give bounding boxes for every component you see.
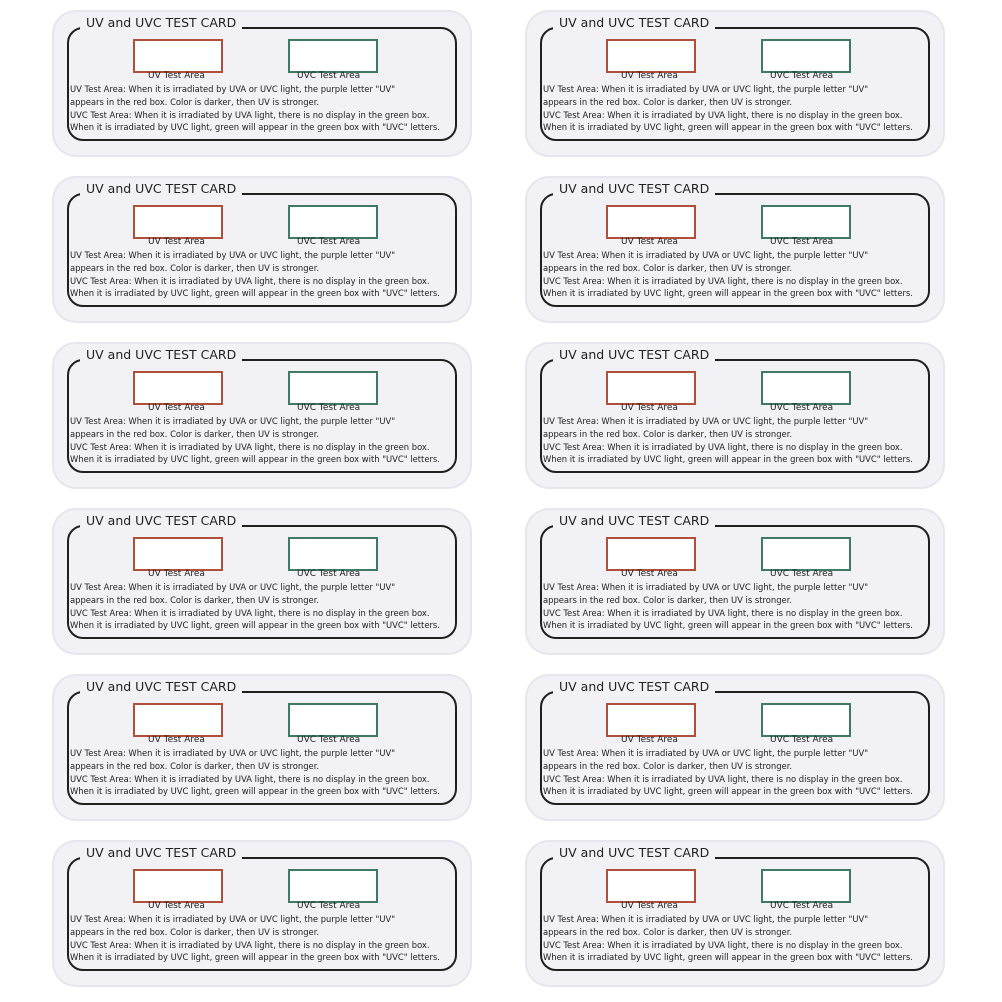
uv-test-card [54,12,470,155]
instruction-line: When it is irradiated by UVC light, green will appear in the green box with "UVC" letters. [543,620,913,631]
uv-test-area-box [133,205,223,239]
instruction-line: appears in the red box. Color is darker, then UV is stronger. [543,262,793,273]
instruction-line: UVC Test Area: When it is irradiated by UVA light, there is no display in the green box. [543,939,903,950]
card-title: UV and UVC TEST CARD [80,15,242,31]
instruction-line: appears in the red box. Color is darker, then UV is stronger. [70,262,320,273]
instruction-line: UV Test Area: When it is irradiated by UVA or UVC light, the purple letter "UV" [70,416,396,426]
card-instructions [70,913,462,964]
card-title: UV and UVC TEST CARD [553,513,715,529]
uv-test-area-label: UV Test Area [148,71,205,81]
instruction-line: appears in the red box. Color is darker, then UV is stronger. [70,96,320,107]
uv-test-area-box [133,869,223,903]
uvc-test-area-box [761,869,851,903]
card-title: UV and UVC TEST CARD [553,15,715,31]
uvc-test-area-label: UVC Test Area [297,569,361,579]
uvc-test-area-box [761,537,851,571]
uvc-test-area-label: UVC Test Area [770,237,834,247]
instruction-line: When it is irradiated by UVC light, green will appear in the green box with "UVC" letters. [70,454,440,465]
uv-test-area-label: UV Test Area [148,237,205,247]
card-instructions [543,581,935,632]
instruction-line: UV Test Area: When it is irradiated by UVA or UVC light, the purple letter "UV" [543,416,869,426]
uvc-test-area-label: UVC Test Area [770,901,834,911]
uvc-test-area-box [288,39,378,73]
instruction-line: When it is irradiated by UVC light, green will appear in the green box with "UVC" letters. [543,786,913,797]
uv-test-card [527,344,943,487]
card-title: UV and UVC TEST CARD [553,679,715,695]
instruction-line: When it is irradiated by UVC light, green will appear in the green box with "UVC" letters. [543,122,913,133]
uv-test-area-box [606,39,696,73]
instruction-line: appears in the red box. Color is darker, then UV is stronger. [70,428,320,439]
card-title: UV and UVC TEST CARD [80,679,242,695]
uvc-test-area-box [761,39,851,73]
card-instructions [543,249,935,300]
uv-test-area-box [606,371,696,405]
instruction-line: UV Test Area: When it is irradiated by UVA or UVC light, the purple letter "UV" [543,914,869,924]
uv-test-area-label: UV Test Area [621,901,678,911]
card-instructions [70,747,462,798]
card-title: UV and UVC TEST CARD [80,845,242,861]
uvc-test-area-label: UVC Test Area [770,569,834,579]
uvc-test-area-box [761,703,851,737]
instruction-line: UVC Test Area: When it is irradiated by UVA light, there is no display in the green box. [543,109,903,120]
instruction-line: UV Test Area: When it is irradiated by UVA or UVC light, the purple letter "UV" [543,582,869,592]
card-title: UV and UVC TEST CARD [553,347,715,363]
instruction-line: appears in the red box. Color is darker, then UV is stronger. [543,96,793,107]
instruction-line: UVC Test Area: When it is irradiated by UVA light, there is no display in the green box. [543,441,903,452]
instruction-line: appears in the red box. Color is darker, then UV is stronger. [543,926,793,937]
card-instructions [70,249,462,300]
uvc-test-area-box [761,205,851,239]
instruction-line: UVC Test Area: When it is irradiated by UVA light, there is no display in the green box. [543,773,903,784]
card-instructions [70,415,462,466]
uv-test-area-label: UV Test Area [621,569,678,579]
instruction-line: UV Test Area: When it is irradiated by UVA or UVC light, the purple letter "UV" [543,84,869,94]
instruction-line: UV Test Area: When it is irradiated by UVA or UVC light, the purple letter "UV" [70,914,396,924]
card-title: UV and UVC TEST CARD [553,845,715,861]
card-title: UV and UVC TEST CARD [553,181,715,197]
uvc-test-area-box [288,371,378,405]
card-instructions [70,83,462,134]
uv-test-card [54,676,470,819]
uvc-test-area-label: UVC Test Area [297,403,361,413]
instruction-line: appears in the red box. Color is darker, then UV is stronger. [70,926,320,937]
uvc-test-area-box [288,205,378,239]
uvc-test-area-box [761,371,851,405]
uvc-test-area-label: UVC Test Area [297,901,361,911]
card-title: UV and UVC TEST CARD [80,513,242,529]
uv-test-area-box [133,39,223,73]
card-instructions [543,747,935,798]
uv-test-card [54,344,470,487]
instruction-line: appears in the red box. Color is darker, then UV is stronger. [70,594,320,605]
uvc-test-area-box [288,703,378,737]
uv-test-area-box [606,869,696,903]
instruction-line: When it is irradiated by UVC light, green will appear in the green box with "UVC" letters. [70,122,440,133]
uvc-test-area-label: UVC Test Area [297,237,361,247]
uv-test-area-box [133,371,223,405]
instruction-line: When it is irradiated by UVC light, green will appear in the green box with "UVC" letters. [543,288,913,299]
instruction-line: appears in the red box. Color is darker, then UV is stronger. [543,760,793,771]
instruction-line: UVC Test Area: When it is irradiated by UVA light, there is no display in the green box. [70,607,430,618]
instruction-line: UV Test Area: When it is irradiated by UVA or UVC light, the purple letter "UV" [543,250,869,260]
card-title: UV and UVC TEST CARD [80,181,242,197]
uv-test-area-box [606,205,696,239]
uvc-test-area-label: UVC Test Area [770,71,834,81]
uv-test-area-label: UV Test Area [148,901,205,911]
uv-test-area-label: UV Test Area [148,735,205,745]
card-instructions [543,83,935,134]
uv-test-area-label: UV Test Area [621,237,678,247]
instruction-line: When it is irradiated by UVC light, green will appear in the green box with "UVC" letters. [70,952,440,963]
uv-test-area-label: UV Test Area [621,403,678,413]
card-title: UV and UVC TEST CARD [80,347,242,363]
uv-test-area-label: UV Test Area [148,403,205,413]
instruction-line: UVC Test Area: When it is irradiated by UVA light, there is no display in the green box. [70,773,430,784]
instruction-line: When it is irradiated by UVC light, green will appear in the green box with "UVC" letters. [70,786,440,797]
instruction-line: UVC Test Area: When it is irradiated by UVA light, there is no display in the green box. [70,275,430,286]
instruction-line: UVC Test Area: When it is irradiated by UVA light, there is no display in the green box. [70,441,430,452]
uv-test-card [527,178,943,321]
instruction-line: When it is irradiated by UVC light, green will appear in the green box with "UVC" letters. [543,952,913,963]
uvc-test-area-label: UVC Test Area [770,735,834,745]
instruction-line: UVC Test Area: When it is irradiated by UVA light, there is no display in the green box. [70,939,430,950]
instruction-line: When it is irradiated by UVC light, green will appear in the green box with "UVC" letters. [543,454,913,465]
uv-test-card [527,842,943,985]
card-instructions [543,415,935,466]
uv-test-card [527,510,943,653]
uv-test-area-box [606,537,696,571]
uv-test-area-label: UV Test Area [621,71,678,81]
uvc-test-area-label: UVC Test Area [297,71,361,81]
uvc-test-area-box [288,537,378,571]
uv-test-card [527,12,943,155]
uv-test-card [54,510,470,653]
uv-test-area-box [133,537,223,571]
uv-test-area-box [133,703,223,737]
uv-test-area-label: UV Test Area [621,735,678,745]
instruction-line: UV Test Area: When it is irradiated by UVA or UVC light, the purple letter "UV" [70,250,396,260]
card-instructions [543,913,935,964]
instruction-line: appears in the red box. Color is darker, then UV is stronger. [70,760,320,771]
uvc-test-area-label: UVC Test Area [770,403,834,413]
instruction-line: When it is irradiated by UVC light, green will appear in the green box with "UVC" letters. [70,288,440,299]
uvc-test-area-label: UVC Test Area [297,735,361,745]
uvc-test-area-box [288,869,378,903]
instruction-line: UVC Test Area: When it is irradiated by UVA light, there is no display in the green box. [543,607,903,618]
uv-test-area-label: UV Test Area [148,569,205,579]
instruction-line: UV Test Area: When it is irradiated by UVA or UVC light, the purple letter "UV" [543,748,869,758]
instruction-line: When it is irradiated by UVC light, green will appear in the green box with "UVC" letters. [70,620,440,631]
uv-test-card [54,842,470,985]
instruction-line: UV Test Area: When it is irradiated by UVA or UVC light, the purple letter "UV" [70,748,396,758]
uv-test-card [527,676,943,819]
instruction-line: UVC Test Area: When it is irradiated by UVA light, there is no display in the green box. [70,109,430,120]
instruction-line: UV Test Area: When it is irradiated by UVA or UVC light, the purple letter "UV" [70,84,396,94]
instruction-line: appears in the red box. Color is darker, then UV is stronger. [543,428,793,439]
uv-test-card [54,178,470,321]
card-instructions [70,581,462,632]
uv-test-area-box [606,703,696,737]
instruction-line: appears in the red box. Color is darker, then UV is stronger. [543,594,793,605]
instruction-line: UVC Test Area: When it is irradiated by UVA light, there is no display in the green box. [543,275,903,286]
instruction-line: UV Test Area: When it is irradiated by UVA or UVC light, the purple letter "UV" [70,582,396,592]
